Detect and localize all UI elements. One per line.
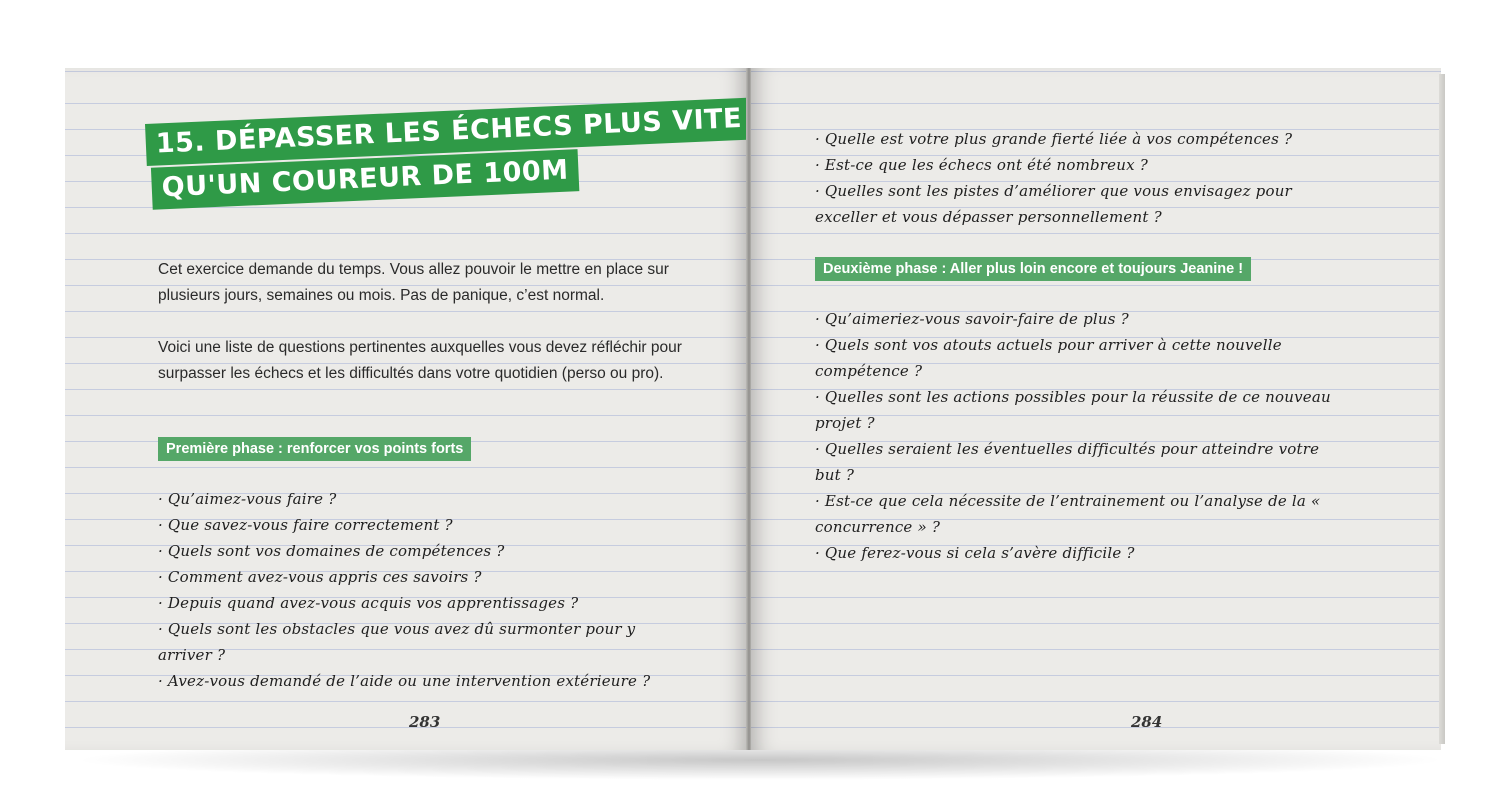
question-line: concurrence » ? bbox=[815, 518, 941, 536]
question-line: · Quelle est votre plus grande fierté liée à vos compétences ? bbox=[815, 130, 1293, 148]
question-line: · Quels sont vos atouts actuels pour arriver à cette nouvelle bbox=[815, 336, 1282, 354]
question-line: · Comment avez-vous appris ces savoirs ? bbox=[158, 568, 482, 586]
chapter-title-line-1: 15. DÉPASSER LES ÉCHECS PLUS VITE bbox=[145, 98, 747, 166]
chapter-title-line-2: QU'UN COUREUR DE 100M bbox=[151, 149, 580, 210]
phase-one-question-list-continued bbox=[815, 126, 1415, 230]
question-line: · Quelles seraient les éventuelles difficultés pour atteindre votre bbox=[815, 440, 1320, 458]
question-line: · Quelles sont les pistes d’améliorer que vous envisagez pour bbox=[815, 182, 1292, 200]
question-line: projet ? bbox=[815, 414, 875, 432]
phase-one-label: Première phase : renforcer vos points forts bbox=[158, 437, 471, 461]
intro-paragraph: Cet exercice demande du temps. Vous allez pouvoir le mettre en place sur plusieurs jours, semaines ou mois. Pas de panique, c’est normal. bbox=[158, 261, 669, 304]
question-line: · Qu’aimez-vous faire ? bbox=[158, 490, 337, 508]
question-line: but ? bbox=[815, 466, 855, 484]
page-edge bbox=[1439, 74, 1445, 744]
page-number-right: 284 bbox=[1131, 713, 1163, 731]
question-line: arriver ? bbox=[158, 646, 226, 664]
question-line: · Est-ce que cela nécessite de l’entrainement ou l’analyse de la « bbox=[815, 492, 1321, 510]
question-line: · Que savez-vous faire correctement ? bbox=[158, 516, 453, 534]
question-line: exceller et vous dépasser personnellement ? bbox=[815, 208, 1162, 226]
right-page bbox=[751, 68, 1441, 750]
question-line: · Quels sont les obstacles que vous avez dû surmonter pour y bbox=[158, 620, 636, 638]
question-line: · Depuis quand avez-vous acquis vos apprentissages ? bbox=[158, 594, 579, 612]
phase-two-label: Deuxième phase : Aller plus loin encore et toujours Jeanine ! bbox=[815, 257, 1251, 281]
page-number-left: 283 bbox=[409, 713, 441, 731]
phase-two-question-list bbox=[815, 306, 1415, 566]
question-line: compétence ? bbox=[815, 362, 923, 380]
question-line: · Est-ce que les échecs ont été nombreux ? bbox=[815, 156, 1148, 174]
left-page bbox=[65, 68, 747, 750]
phase-one-question-list bbox=[158, 486, 718, 694]
question-line: · Que ferez-vous si cela s’avère difficile ? bbox=[815, 544, 1135, 562]
questions-intro-paragraph: Voici une liste de questions pertinentes auxquelles vous devez réfléchir pour surpasser les échecs et les difficultés dans votre quotidien (perso ou pro). bbox=[158, 339, 682, 382]
question-line: · Avez-vous demandé de l’aide ou une intervention extérieure ? bbox=[158, 672, 651, 690]
question-line: · Quelles sont les actions possibles pour la réussite de ce nouveau bbox=[815, 388, 1331, 406]
question-line: · Qu’aimeriez-vous savoir-faire de plus ? bbox=[815, 310, 1129, 328]
open-book bbox=[65, 68, 1441, 750]
question-line: · Quels sont vos domaines de compétences ? bbox=[158, 542, 505, 560]
chapter-title bbox=[145, 98, 747, 212]
